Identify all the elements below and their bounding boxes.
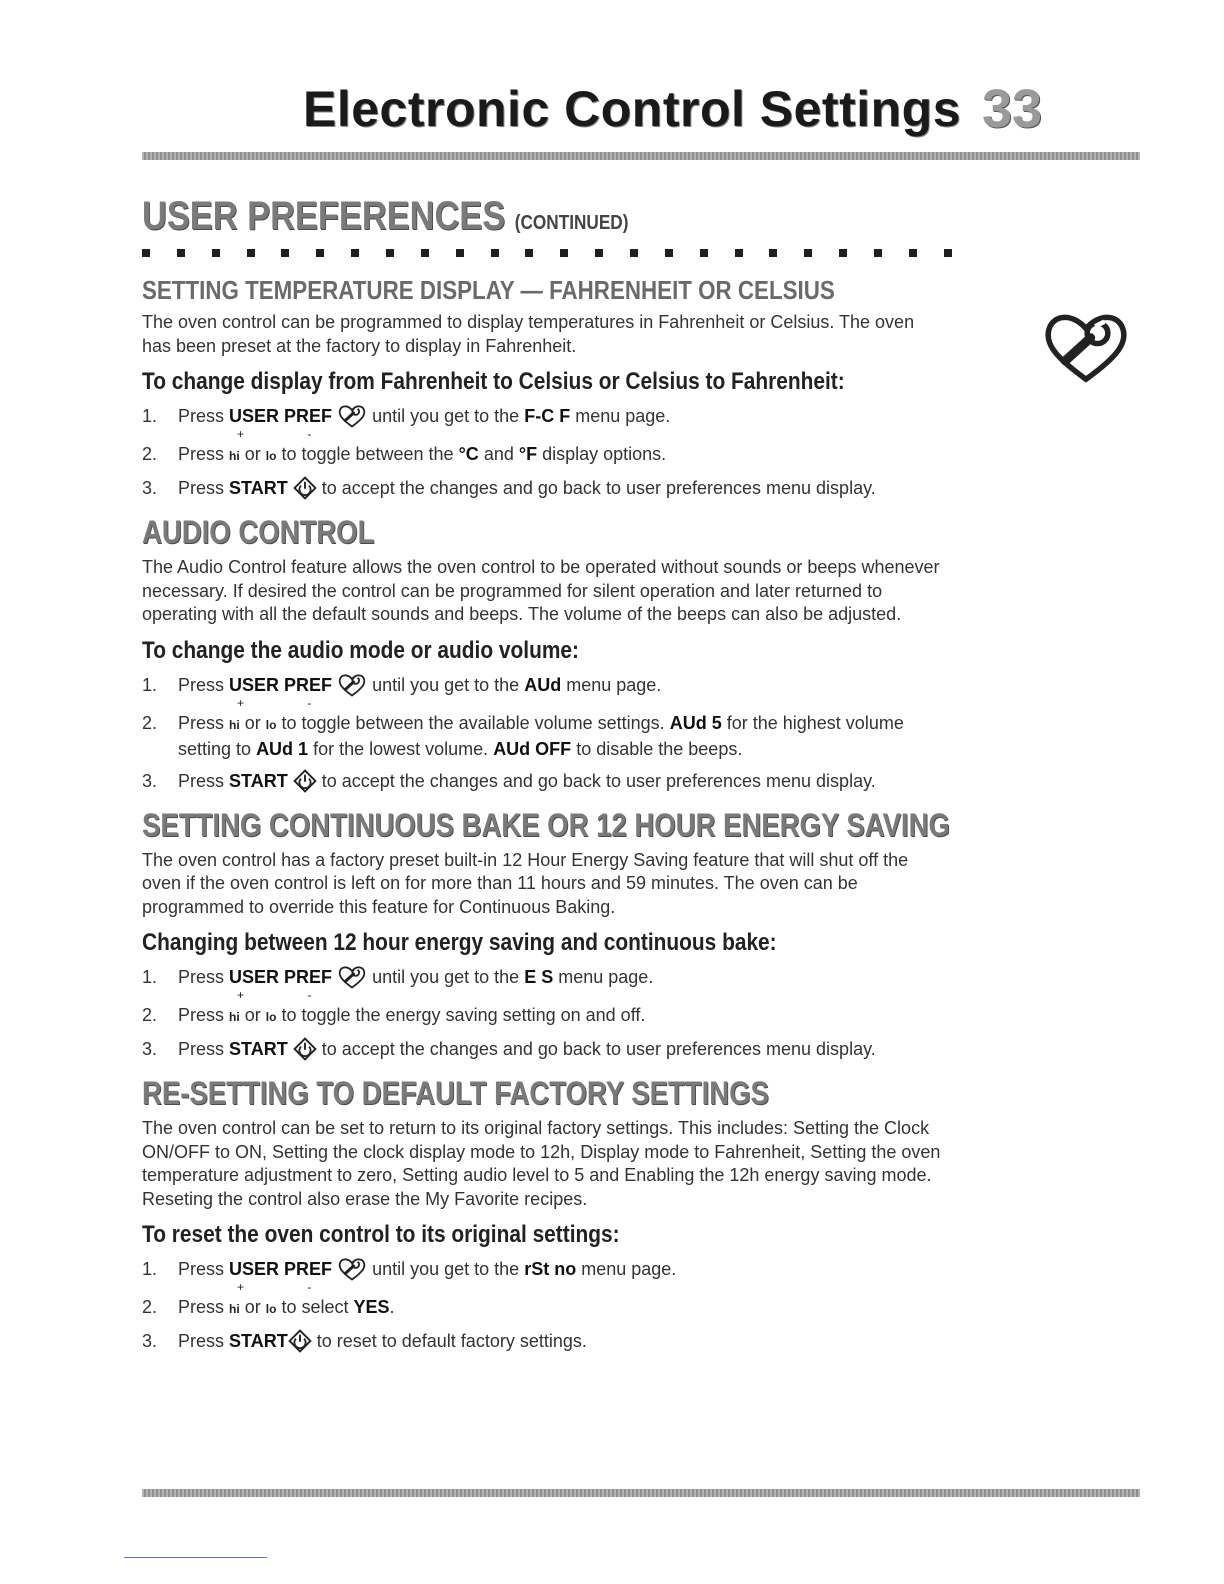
section-title-reset: RE-SETTING TO DEFAULT FACTORY SETTINGS bbox=[142, 1075, 769, 1111]
user-pref-icon bbox=[337, 404, 367, 428]
main-content bbox=[142, 190, 950, 1361]
lo-key: lo bbox=[265, 717, 277, 732]
section-title-audio: AUDIO CONTROL bbox=[142, 514, 375, 550]
list-item: 3. Press START to accept the changes and go back to user preferences menu display. bbox=[142, 770, 876, 791]
page-number: 33 bbox=[982, 79, 1043, 139]
start-key: START bbox=[229, 770, 288, 791]
task-heading: To change the audio mode or audio volume: bbox=[142, 636, 579, 664]
steps-list bbox=[142, 1257, 942, 1353]
start-icon bbox=[293, 1037, 317, 1061]
lo-key: lo bbox=[265, 1010, 277, 1024]
hi-key: hi bbox=[229, 449, 240, 463]
list-item: 1. Press USER PREF + - until you get to the E S menu page. bbox=[142, 967, 654, 1002]
start-key: START bbox=[229, 478, 288, 498]
footer-divider bbox=[142, 1489, 1140, 1497]
user-pref-side-icon bbox=[1040, 310, 1132, 384]
start-key: START bbox=[229, 1039, 288, 1059]
user-pref-key: USER PREF bbox=[229, 967, 333, 987]
list-item: 3. Press START to reset to default factory settings. bbox=[142, 1331, 587, 1351]
hi-key: hi bbox=[229, 717, 240, 732]
user-pref-icon bbox=[337, 673, 367, 697]
lo-key: lo bbox=[265, 449, 277, 463]
section-intro: The oven control can be set to return to its original factory settings. This includes: Setting the Clock ON/OFF to ON, Setting the clock display mode to 12h, Display mode to Fahrenheit, Setting the oven temperature adjustment to zero, Setting audio level to 5 and Enabling the 12h energy saving mode. Reseting the control also erase the My Favorite recipes. bbox=[142, 1118, 941, 1209]
list-item: 2. Press hi or lo to toggle the energy saving setting on and off. bbox=[142, 1005, 646, 1025]
list-item: 3. Press START to accept the changes and go back to user preferences menu display. bbox=[142, 1039, 876, 1059]
square-dot-divider bbox=[142, 249, 952, 257]
page-header bbox=[0, 78, 1224, 148]
start-icon bbox=[293, 476, 317, 500]
task-heading: To change display from Fahrenheit to Celsius or Celsius to Fahrenheit: bbox=[142, 368, 845, 395]
section-intro: The Audio Control feature allows the oven control to be operated without sounds or beeps whenever necessary. If desired the control can be programmed for silent operation and later returned to operating with all the default sounds and beeps. The volume of the beeps can also be adjusted. bbox=[142, 557, 940, 624]
task-heading: To reset the oven control to its original settings: bbox=[142, 1221, 620, 1248]
user-pref-icon bbox=[337, 1257, 367, 1281]
hi-key: hi bbox=[229, 1010, 240, 1024]
steps-list bbox=[142, 673, 942, 793]
list-item: 2. Press hi or lo to toggle between the °C and °F display options. bbox=[142, 444, 667, 464]
start-icon bbox=[293, 769, 317, 793]
section-title-temperature: SETTING TEMPERATURE DISPLAY — FAHRENHEIT OR CELSIUS bbox=[142, 275, 835, 305]
user-pref-key: USER PREF bbox=[229, 406, 333, 426]
list-item: 1. Press USER PREF + - until you get to the AUd menu page. bbox=[142, 674, 662, 710]
main-title-suffix: (CONTINUED) bbox=[514, 212, 629, 234]
header-divider bbox=[142, 152, 1140, 160]
footer-link-underline bbox=[124, 1557, 267, 1558]
start-key: START bbox=[229, 1331, 288, 1351]
section-intro: The oven control has a factory preset built-in 12 Hour Energy Saving feature that will shut off the oven if the oven control is left on for more than 11 hours and 59 minutes. The oven can be programmed to override this feature for Continuous Baking. bbox=[142, 849, 909, 917]
steps-list bbox=[142, 965, 942, 1061]
lo-key: lo bbox=[265, 1302, 277, 1316]
section-title-energy-saving: SETTING CONTINUOUS BAKE OR 12 HOUR ENERGY SAVING bbox=[142, 806, 950, 843]
main-title: USER PREFERENCES (CONTINUED) bbox=[142, 194, 629, 238]
user-pref-icon bbox=[337, 965, 367, 989]
user-pref-key: USER PREF bbox=[229, 1259, 333, 1279]
list-item: 2. Press hi or lo to toggle between the available volume settings. AUd 5 for the highest volume setting to AUd 1 for the lowest volume. AUd OFF to disable the beeps. bbox=[142, 712, 904, 759]
start-icon bbox=[288, 1329, 312, 1353]
task-heading: Changing between 12 hour energy saving and continuous bake: bbox=[142, 929, 777, 956]
user-pref-key: USER PREF bbox=[229, 674, 333, 695]
list-item: 2. Press hi or lo to select YES. bbox=[142, 1297, 395, 1317]
list-item: 3. Press START to accept the changes and go back to user preferences menu display. bbox=[142, 478, 876, 498]
list-item: 1. Press USER PREF + - until you get to the F-C F menu page. bbox=[142, 406, 671, 441]
hi-key: hi bbox=[229, 1302, 240, 1316]
list-item: 1. Press USER PREF + - until you get to the rSt no menu page. bbox=[142, 1259, 677, 1294]
page-title: Electronic Control Settings bbox=[303, 81, 962, 137]
steps-list bbox=[142, 404, 942, 500]
section-intro: The oven control can be programmed to display temperatures in Fahrenheit or Celsius. The oven has been preset at the factory to display in Fahrenheit. bbox=[142, 312, 915, 356]
